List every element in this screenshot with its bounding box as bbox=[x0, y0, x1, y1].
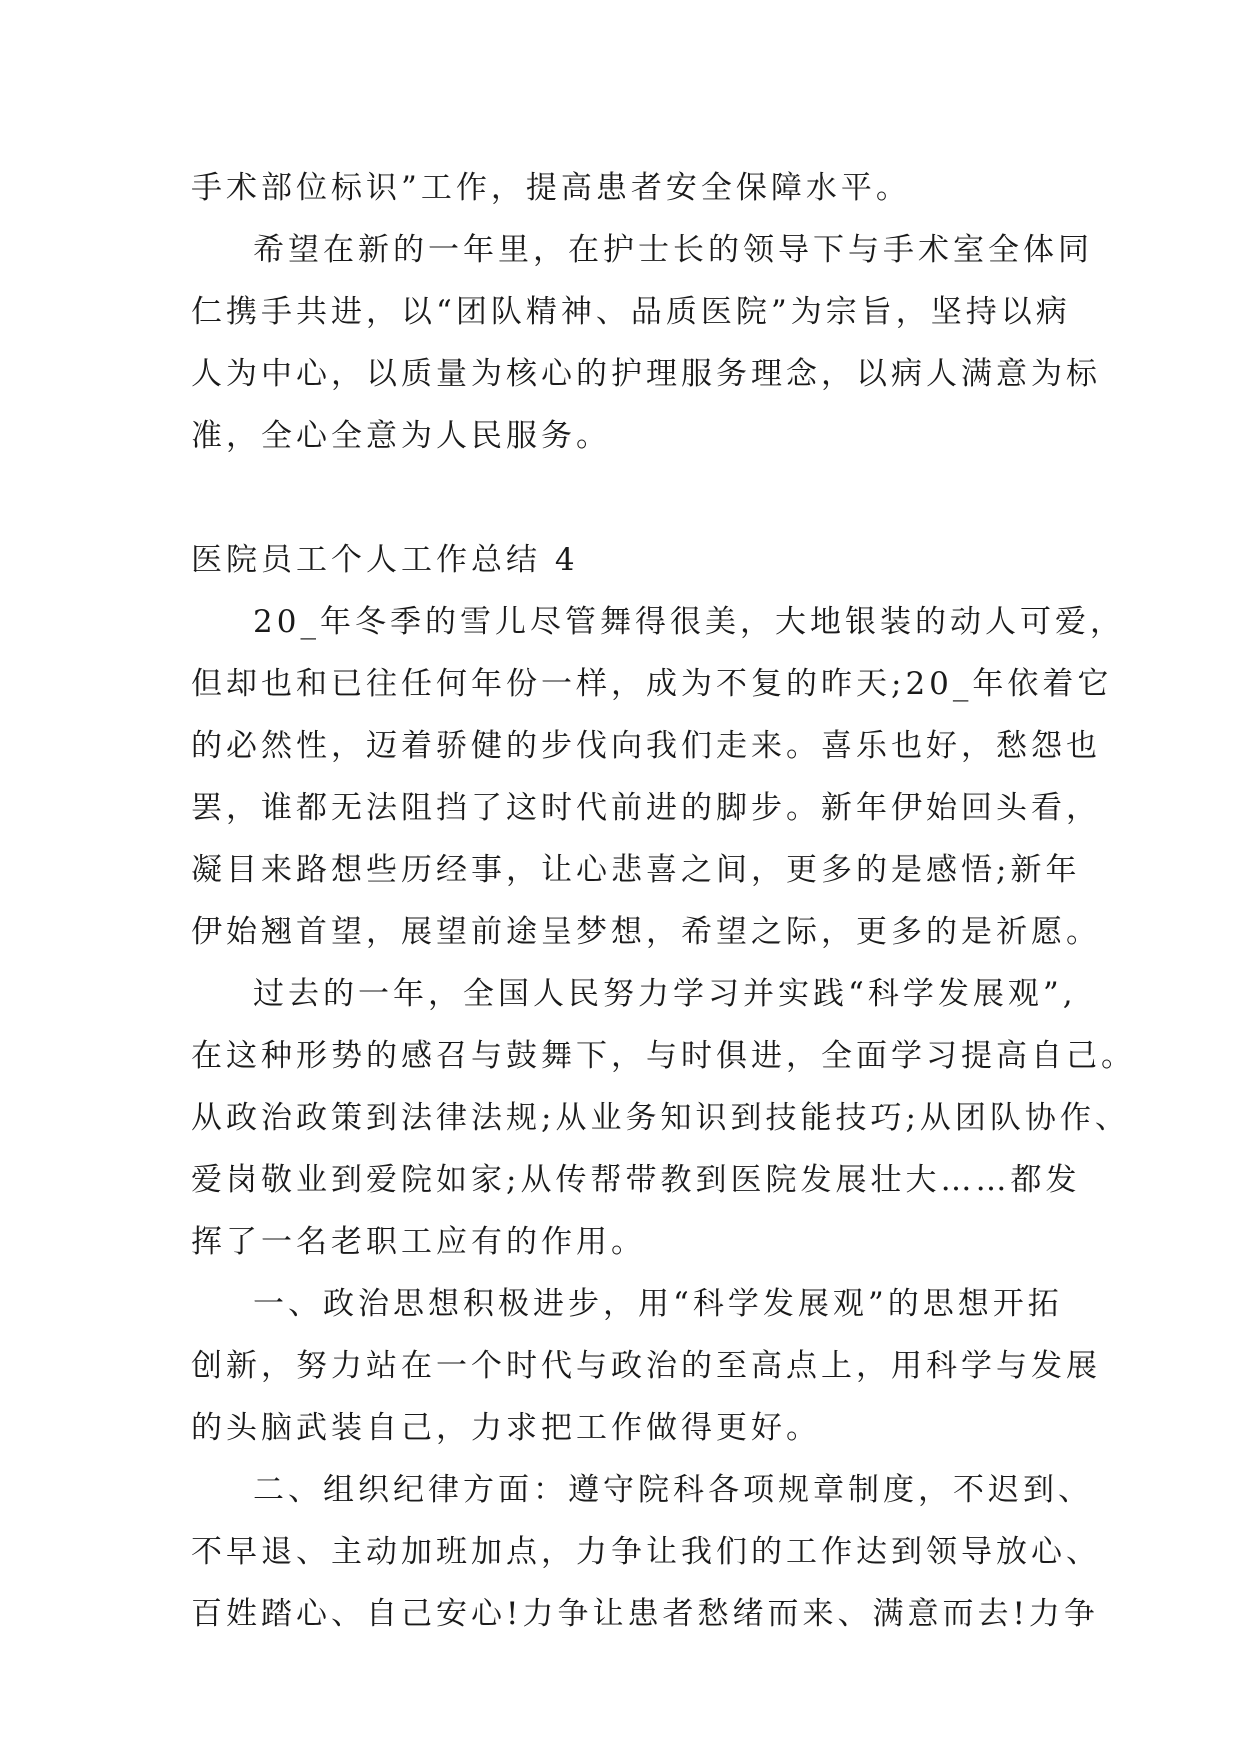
text-line: 百姓踏心、自己安心!力争让患者愁绪而来、满意而去!力争 bbox=[191, 1596, 1099, 1632]
text-line: 的必然性，迈着骄健的步伐向我们走来。喜乐也好，愁怨也 bbox=[191, 728, 1101, 764]
paragraph-past-year bbox=[191, 963, 1136, 1273]
paragraph-hope bbox=[191, 219, 1101, 467]
text-line: 人为中心，以质量为核心的护理服务理念，以病人满意为标 bbox=[191, 356, 1101, 392]
text-line: 希望在新的一年里，在护士长的领导下与手术室全体同 bbox=[253, 232, 1093, 268]
paragraph-gap bbox=[191, 467, 1061, 529]
text-line: 罢，谁都无法阻挡了这时代前进的脚步。新年伊始回头看， bbox=[191, 790, 1101, 826]
text-line: 挥了一名老职工应有的作用。 bbox=[191, 1224, 646, 1260]
text-line: 创新，努力站在一个时代与政治的至高点上，用科学与发展 bbox=[191, 1348, 1101, 1384]
text-line: 凝目来路想些历经事，让心悲喜之间，更多的是感悟;新年 bbox=[191, 852, 1081, 888]
text-line: 二、组织纪律方面：遵守院科各项规章制度，不迟到、 bbox=[253, 1472, 1093, 1508]
text-line: 手术部位标识”工作，提高患者安全保障水平。 bbox=[191, 170, 911, 206]
text-line: 在这种形势的感召与鼓舞下，与时俱进，全面学习提高自己。 bbox=[191, 1038, 1136, 1074]
paragraph-winter bbox=[191, 591, 1125, 963]
text-line: 的头脑武装自己，力求把工作做得更好。 bbox=[191, 1410, 821, 1446]
document-body bbox=[191, 157, 1136, 1645]
paragraph-politics bbox=[191, 1273, 1101, 1459]
text-line: 不早退、主动加班加点，力争让我们的工作达到领导放心、 bbox=[191, 1534, 1101, 1570]
text-line: 从政治政策到法律法规;从业务知识到技能技巧;从团队协作、 bbox=[191, 1100, 1130, 1136]
text-line: 准，全心全意为人民服务。 bbox=[191, 418, 611, 454]
text-line: 但却也和已往任何年份一样，成为不复的昨天;20_年依着它 bbox=[191, 666, 1113, 702]
text-line: 爱岗敬业到爱院如家;从传帮带教到医院发展壮大……都发 bbox=[191, 1162, 1081, 1198]
paragraph-intro bbox=[191, 157, 1061, 219]
text-line: 仁携手共进，以“团队精神、品质医院”为宗旨，坚持以病 bbox=[191, 294, 1071, 330]
text-line: 一、政治思想积极进步，用“科学发展观”的思想开拓 bbox=[253, 1286, 1063, 1322]
text-line: 过去的一年，全国人民努力学习并实践“科学发展观”, bbox=[253, 976, 1077, 1012]
text-line: 20_年冬季的雪儿尽管舞得很美，大地银装的动人可爱， bbox=[253, 604, 1125, 640]
text-line: 伊始翘首望，展望前途呈梦想，希望之际，更多的是祈愿。 bbox=[191, 914, 1101, 950]
paragraph-discipline bbox=[191, 1459, 1101, 1645]
section-title: 医院员工个人工作总结 4 bbox=[191, 542, 579, 578]
